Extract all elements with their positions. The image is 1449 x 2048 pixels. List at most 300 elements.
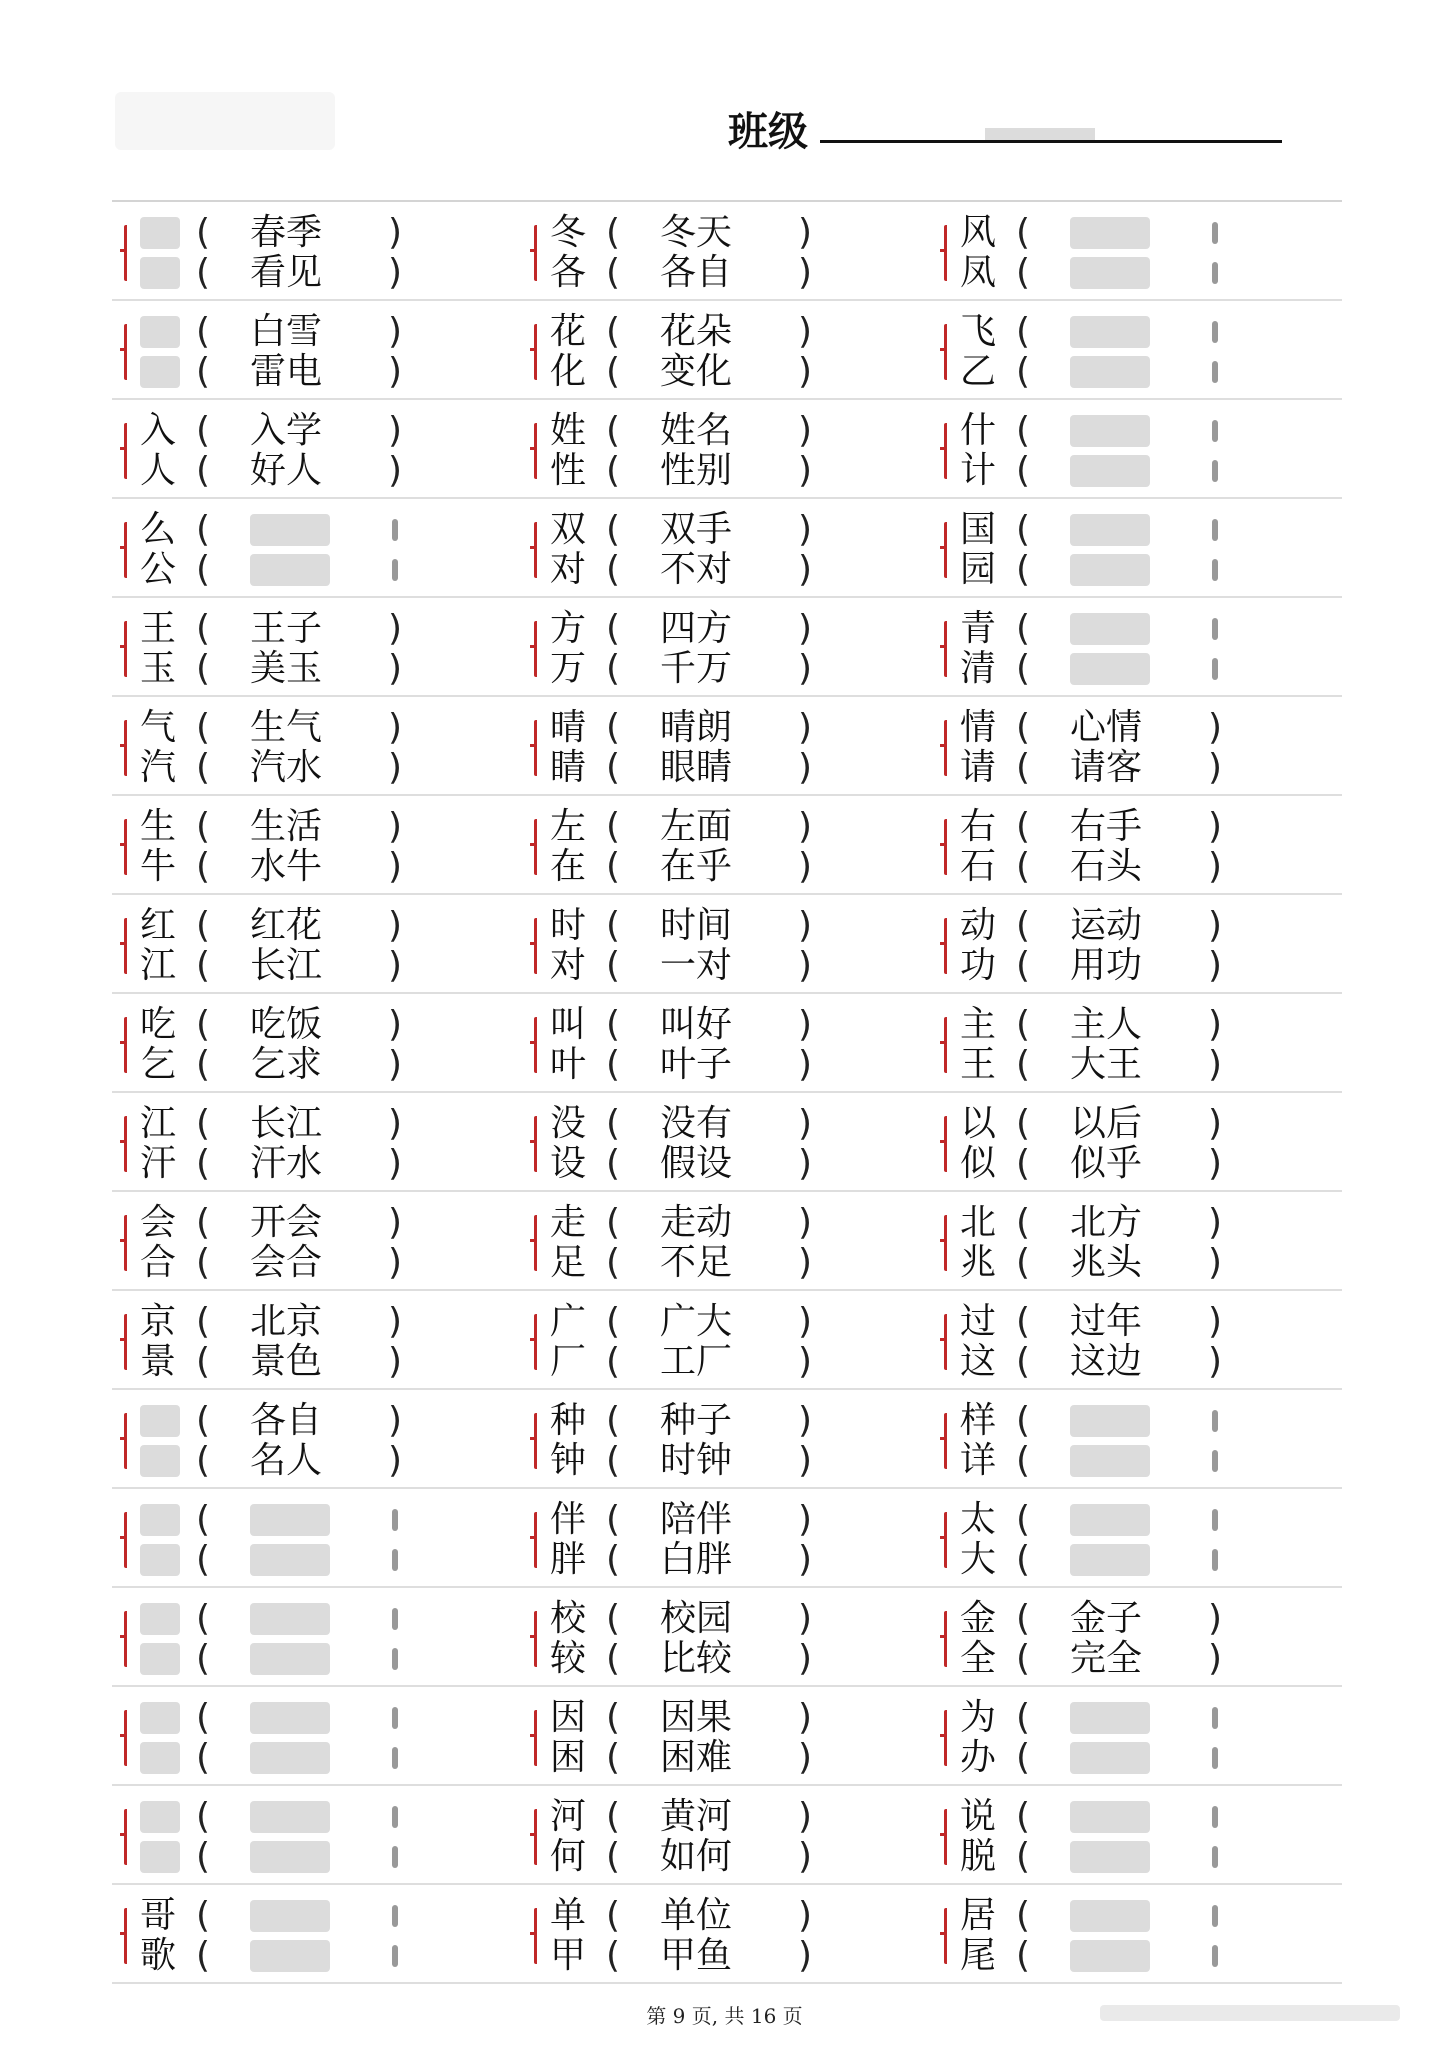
left-paren: ( bbox=[196, 648, 211, 689]
right-paren: ) bbox=[1208, 945, 1223, 986]
char-pair-group bbox=[932, 400, 1342, 497]
character: 汽 bbox=[140, 747, 177, 788]
pair-line-bottom bbox=[550, 252, 930, 294]
character: 居 bbox=[960, 1895, 997, 1936]
faded-paren bbox=[1212, 262, 1218, 284]
pair-line-bottom bbox=[960, 1935, 1340, 1977]
pair-line-top bbox=[960, 1004, 1340, 1046]
char-pair-group bbox=[522, 598, 932, 695]
left-paren: ( bbox=[196, 1539, 211, 1580]
left-paren: ( bbox=[606, 648, 621, 689]
left-paren: ( bbox=[196, 1202, 211, 1243]
faded-word bbox=[1070, 514, 1150, 546]
faded-paren bbox=[1212, 1945, 1218, 1967]
character: 花 bbox=[550, 311, 587, 352]
answer-word: 吃饭 bbox=[250, 1004, 323, 1045]
left-paren: ( bbox=[1016, 1638, 1031, 1679]
right-paren: ) bbox=[798, 1044, 813, 1085]
pair-line-bottom bbox=[550, 1143, 930, 1185]
character: 广 bbox=[550, 1301, 587, 1342]
faded-word bbox=[1070, 1742, 1150, 1774]
character: 脱 bbox=[960, 1836, 997, 1877]
character: 足 bbox=[550, 1242, 587, 1283]
faded-paren bbox=[1212, 1707, 1218, 1729]
left-paren: ( bbox=[606, 747, 621, 788]
exercise-row bbox=[112, 400, 1342, 499]
char-pair-group bbox=[932, 1489, 1342, 1586]
faded-word bbox=[1070, 316, 1150, 348]
right-paren: ) bbox=[1208, 1004, 1223, 1045]
faded-word bbox=[1070, 1504, 1150, 1536]
brace-mark bbox=[534, 1512, 541, 1568]
pair-line-bottom bbox=[140, 549, 520, 591]
pair-line-bottom bbox=[960, 1143, 1340, 1185]
answer-word: 双手 bbox=[660, 509, 733, 550]
left-paren: ( bbox=[606, 351, 621, 392]
answer-word: 校园 bbox=[660, 1598, 733, 1639]
character: 太 bbox=[960, 1499, 997, 1540]
pair-line-bottom bbox=[960, 1539, 1340, 1581]
left-paren: ( bbox=[606, 1440, 621, 1481]
pair-line-top bbox=[960, 1400, 1340, 1442]
char-pair-group bbox=[112, 499, 522, 596]
faded-word bbox=[1070, 217, 1150, 249]
left-paren: ( bbox=[606, 252, 621, 293]
char-pair-group bbox=[522, 796, 932, 893]
character: 因 bbox=[550, 1697, 587, 1738]
brace-mark bbox=[944, 819, 951, 875]
class-line-smudge bbox=[985, 128, 1095, 140]
answer-word: 黄河 bbox=[660, 1796, 733, 1837]
answer-word: 看见 bbox=[250, 252, 323, 293]
faded-word bbox=[1070, 1801, 1150, 1833]
brace-mark bbox=[534, 1809, 541, 1865]
exercise-row bbox=[112, 1390, 1342, 1489]
answer-word: 假设 bbox=[660, 1143, 733, 1184]
answer-word: 在乎 bbox=[660, 846, 733, 887]
exercise-row bbox=[112, 1588, 1342, 1687]
char-pair-group bbox=[112, 1390, 522, 1487]
answer-word: 不对 bbox=[660, 549, 733, 590]
right-paren: ) bbox=[798, 1638, 813, 1679]
left-paren: ( bbox=[1016, 351, 1031, 392]
faded-paren bbox=[1212, 222, 1218, 244]
answer-word: 千万 bbox=[660, 648, 733, 689]
left-paren: ( bbox=[1016, 410, 1031, 451]
character: 请 bbox=[960, 747, 997, 788]
pair-line-top bbox=[550, 509, 930, 551]
character: 计 bbox=[960, 450, 997, 491]
faded-paren bbox=[1212, 460, 1218, 482]
brace-mark bbox=[124, 225, 131, 281]
left-paren: ( bbox=[196, 1836, 211, 1877]
right-paren: ) bbox=[798, 1301, 813, 1342]
pair-line-top bbox=[140, 1796, 520, 1838]
left-paren: ( bbox=[606, 1143, 621, 1184]
pair-line-bottom bbox=[550, 1539, 930, 1581]
left-paren: ( bbox=[196, 846, 211, 887]
char-pair-group bbox=[932, 1093, 1342, 1190]
right-paren: ) bbox=[798, 1697, 813, 1738]
answer-word: 单位 bbox=[660, 1895, 733, 1936]
faded-paren bbox=[1212, 618, 1218, 640]
pair-line-bottom bbox=[140, 1539, 520, 1581]
answer-word: 入学 bbox=[250, 410, 323, 451]
answer-word: 王子 bbox=[250, 608, 323, 649]
answer-word: 完全 bbox=[1070, 1638, 1143, 1679]
left-paren: ( bbox=[196, 806, 211, 847]
exercise-row bbox=[112, 796, 1342, 895]
pair-line-bottom bbox=[140, 648, 520, 690]
pair-line-top bbox=[960, 707, 1340, 749]
left-paren: ( bbox=[606, 1697, 621, 1738]
brace-mark bbox=[944, 225, 951, 281]
char-pair-group bbox=[112, 697, 522, 794]
right-paren: ) bbox=[1208, 905, 1223, 946]
character: 主 bbox=[960, 1004, 997, 1045]
answer-word: 春季 bbox=[250, 212, 323, 253]
pair-line-bottom bbox=[140, 747, 520, 789]
brace-mark bbox=[944, 522, 951, 578]
pair-line-bottom bbox=[140, 1440, 520, 1482]
pair-line-top bbox=[960, 1697, 1340, 1739]
brace-mark bbox=[124, 324, 131, 380]
exercise-row bbox=[112, 202, 1342, 301]
faded-word bbox=[1070, 415, 1150, 447]
pair-line-top bbox=[550, 1499, 930, 1541]
brace-mark bbox=[944, 918, 951, 974]
pair-line-top bbox=[960, 1598, 1340, 1640]
left-paren: ( bbox=[1016, 212, 1031, 253]
left-paren: ( bbox=[606, 1202, 621, 1243]
char-pair-group bbox=[522, 1192, 932, 1289]
left-paren: ( bbox=[196, 252, 211, 293]
answer-word: 汗水 bbox=[250, 1143, 323, 1184]
character: 姓 bbox=[550, 410, 587, 451]
pair-line-bottom bbox=[960, 1737, 1340, 1779]
left-paren: ( bbox=[1016, 1598, 1031, 1639]
pair-line-bottom bbox=[550, 549, 930, 591]
char-pair-group bbox=[522, 1588, 932, 1685]
brace-mark bbox=[124, 918, 131, 974]
char-pair-group bbox=[932, 994, 1342, 1091]
brace-mark bbox=[534, 621, 541, 677]
exercise-row bbox=[112, 499, 1342, 598]
left-paren: ( bbox=[1016, 945, 1031, 986]
answer-word: 北京 bbox=[250, 1301, 323, 1342]
faded-word bbox=[250, 1544, 330, 1576]
brace-mark bbox=[944, 1908, 951, 1964]
faded-char bbox=[140, 1643, 180, 1675]
faded-paren bbox=[1212, 361, 1218, 383]
faded-char bbox=[140, 316, 180, 348]
pair-line-bottom bbox=[140, 1935, 520, 1977]
faded-paren bbox=[1212, 1509, 1218, 1531]
pair-line-top bbox=[550, 1103, 930, 1145]
faded-word bbox=[1070, 356, 1150, 388]
answer-word: 甲鱼 bbox=[660, 1935, 733, 1976]
faded-paren bbox=[1212, 420, 1218, 442]
pair-line-bottom bbox=[960, 648, 1340, 690]
faded-word bbox=[1070, 653, 1150, 685]
faded-paren bbox=[1212, 1846, 1218, 1868]
faded-paren bbox=[392, 1905, 398, 1927]
right-paren: ) bbox=[388, 707, 403, 748]
brace-mark bbox=[124, 423, 131, 479]
exercise-row bbox=[112, 1093, 1342, 1192]
answer-word: 似乎 bbox=[1070, 1143, 1143, 1184]
left-paren: ( bbox=[1016, 1895, 1031, 1936]
character: 样 bbox=[960, 1400, 997, 1441]
faded-paren bbox=[392, 1608, 398, 1630]
left-paren: ( bbox=[196, 311, 211, 352]
pair-line-top bbox=[140, 1103, 520, 1145]
character: 为 bbox=[960, 1697, 997, 1738]
right-paren: ) bbox=[798, 1796, 813, 1837]
exercise-row bbox=[112, 1687, 1342, 1786]
brace-mark bbox=[124, 1512, 131, 1568]
answer-word: 晴朗 bbox=[660, 707, 733, 748]
right-paren: ) bbox=[798, 410, 813, 451]
character: 哥 bbox=[140, 1895, 177, 1936]
answer-word: 左面 bbox=[660, 806, 733, 847]
pair-line-bottom bbox=[140, 1341, 520, 1383]
character: 较 bbox=[550, 1638, 587, 1679]
right-paren: ) bbox=[798, 351, 813, 392]
character: 详 bbox=[960, 1440, 997, 1481]
character: 设 bbox=[550, 1143, 587, 1184]
char-pair-group bbox=[932, 895, 1342, 992]
brace-mark bbox=[124, 1908, 131, 1964]
left-paren: ( bbox=[1016, 905, 1031, 946]
faded-char bbox=[140, 1445, 180, 1477]
pair-line-bottom bbox=[140, 351, 520, 393]
pair-line-bottom bbox=[960, 1440, 1340, 1482]
brace-mark bbox=[944, 1116, 951, 1172]
faded-char bbox=[140, 356, 180, 388]
character: 万 bbox=[550, 648, 587, 689]
faded-char bbox=[140, 1702, 180, 1734]
pair-line-top bbox=[960, 1796, 1340, 1838]
faded-paren bbox=[1212, 658, 1218, 680]
left-paren: ( bbox=[196, 450, 211, 491]
right-paren: ) bbox=[388, 945, 403, 986]
pair-line-top bbox=[960, 1301, 1340, 1343]
brace-mark bbox=[534, 1017, 541, 1073]
faded-char bbox=[140, 1544, 180, 1576]
left-paren: ( bbox=[1016, 1737, 1031, 1778]
brace-mark bbox=[124, 1116, 131, 1172]
character: 似 bbox=[960, 1143, 997, 1184]
faded-char bbox=[140, 217, 180, 249]
character: 园 bbox=[960, 549, 997, 590]
left-paren: ( bbox=[1016, 846, 1031, 887]
pair-line-bottom bbox=[960, 1638, 1340, 1680]
faded-char bbox=[140, 1405, 180, 1437]
brace-mark bbox=[944, 423, 951, 479]
faded-word bbox=[250, 1603, 330, 1635]
character: 乞 bbox=[140, 1044, 177, 1085]
character: 左 bbox=[550, 806, 587, 847]
left-paren: ( bbox=[1016, 1836, 1031, 1877]
character: 吃 bbox=[140, 1004, 177, 1045]
char-pair-group bbox=[522, 400, 932, 497]
faded-word bbox=[250, 514, 330, 546]
left-paren: ( bbox=[606, 1341, 621, 1382]
faded-char bbox=[140, 1504, 180, 1536]
brace-mark bbox=[534, 324, 541, 380]
right-paren: ) bbox=[798, 1143, 813, 1184]
right-paren: ) bbox=[388, 410, 403, 451]
left-paren: ( bbox=[1016, 1499, 1031, 1540]
pair-line-bottom bbox=[140, 846, 520, 888]
char-pair-group bbox=[522, 697, 932, 794]
right-paren: ) bbox=[798, 905, 813, 946]
pair-line-top bbox=[960, 608, 1340, 650]
character: 全 bbox=[960, 1638, 997, 1679]
brace-mark bbox=[124, 1809, 131, 1865]
answer-word: 金子 bbox=[1070, 1598, 1143, 1639]
pair-line-bottom bbox=[550, 1638, 930, 1680]
char-pair-group bbox=[932, 1786, 1342, 1883]
faded-paren bbox=[392, 1509, 398, 1531]
left-paren: ( bbox=[606, 1242, 621, 1283]
left-paren: ( bbox=[1016, 1004, 1031, 1045]
page-number: 第 9 页, 共 16 页 bbox=[646, 2004, 803, 2028]
char-pair-group bbox=[112, 1687, 522, 1784]
character: 大 bbox=[960, 1539, 997, 1580]
right-paren: ) bbox=[798, 1004, 813, 1045]
right-paren: ) bbox=[388, 252, 403, 293]
pair-line-top bbox=[140, 905, 520, 947]
answer-word: 各自 bbox=[250, 1400, 323, 1441]
left-paren: ( bbox=[1016, 1697, 1031, 1738]
pair-line-top bbox=[140, 806, 520, 848]
answer-word: 右手 bbox=[1070, 806, 1143, 847]
left-paren: ( bbox=[196, 1044, 211, 1085]
answer-word: 请客 bbox=[1070, 747, 1143, 788]
character: 公 bbox=[140, 549, 177, 590]
faded-word bbox=[250, 1900, 330, 1932]
left-paren: ( bbox=[606, 1539, 621, 1580]
pair-line-bottom bbox=[960, 252, 1340, 294]
left-paren: ( bbox=[196, 1242, 211, 1283]
pair-line-top bbox=[140, 1400, 520, 1442]
char-pair-group bbox=[932, 1588, 1342, 1685]
character: 种 bbox=[550, 1400, 587, 1441]
character: 么 bbox=[140, 509, 177, 550]
pair-line-top bbox=[550, 1895, 930, 1937]
left-paren: ( bbox=[1016, 747, 1031, 788]
pair-line-bottom bbox=[140, 252, 520, 294]
faded-paren bbox=[1212, 1905, 1218, 1927]
left-paren: ( bbox=[196, 1737, 211, 1778]
faded-word bbox=[1070, 455, 1150, 487]
answer-word: 如何 bbox=[660, 1836, 733, 1877]
right-paren: ) bbox=[798, 212, 813, 253]
left-paren: ( bbox=[1016, 549, 1031, 590]
character: 凤 bbox=[960, 252, 997, 293]
right-paren: ) bbox=[1208, 846, 1223, 887]
exercise-row bbox=[112, 1489, 1342, 1588]
answer-word: 汽水 bbox=[250, 747, 323, 788]
answer-word: 开会 bbox=[250, 1202, 323, 1243]
answer-word: 生气 bbox=[250, 707, 323, 748]
right-paren: ) bbox=[388, 1143, 403, 1184]
pair-line-top bbox=[960, 410, 1340, 452]
faded-paren bbox=[392, 1806, 398, 1828]
exercise-row bbox=[112, 994, 1342, 1093]
answer-word: 长江 bbox=[250, 1103, 323, 1144]
pair-line-top bbox=[550, 1400, 930, 1442]
char-pair-group bbox=[112, 1489, 522, 1586]
pair-line-top bbox=[550, 905, 930, 947]
brace-mark bbox=[534, 1908, 541, 1964]
char-pair-group bbox=[932, 499, 1342, 596]
right-paren: ) bbox=[388, 1301, 403, 1342]
left-paren: ( bbox=[1016, 608, 1031, 649]
character: 各 bbox=[550, 252, 587, 293]
brace-mark bbox=[124, 720, 131, 776]
left-paren: ( bbox=[606, 945, 621, 986]
right-paren: ) bbox=[798, 1539, 813, 1580]
character: 对 bbox=[550, 945, 587, 986]
left-paren: ( bbox=[1016, 1202, 1031, 1243]
char-pair-group bbox=[522, 1390, 932, 1487]
pair-line-bottom bbox=[960, 747, 1340, 789]
left-paren: ( bbox=[606, 1499, 621, 1540]
answer-word: 叫好 bbox=[660, 1004, 733, 1045]
right-paren: ) bbox=[388, 1044, 403, 1085]
character: 景 bbox=[140, 1341, 177, 1382]
left-paren: ( bbox=[196, 1440, 211, 1481]
left-paren: ( bbox=[606, 1004, 621, 1045]
faded-word bbox=[1070, 1405, 1150, 1437]
char-pair-group bbox=[522, 301, 932, 398]
answer-word: 雷电 bbox=[250, 351, 323, 392]
right-paren: ) bbox=[388, 212, 403, 253]
exercise-grid bbox=[112, 200, 1342, 1984]
char-pair-group bbox=[112, 400, 522, 497]
pair-line-bottom bbox=[960, 945, 1340, 987]
character: 晴 bbox=[550, 707, 587, 748]
pair-line-top bbox=[550, 806, 930, 848]
left-paren: ( bbox=[606, 1301, 621, 1342]
left-paren: ( bbox=[1016, 1301, 1031, 1342]
brace-mark bbox=[124, 1314, 131, 1370]
brace-mark bbox=[124, 1413, 131, 1469]
answer-word: 石头 bbox=[1070, 846, 1143, 887]
pair-line-top bbox=[550, 707, 930, 749]
char-pair-group bbox=[522, 1687, 932, 1784]
brace-mark bbox=[124, 819, 131, 875]
left-paren: ( bbox=[606, 509, 621, 550]
pair-line-bottom bbox=[960, 846, 1340, 888]
right-paren: ) bbox=[388, 450, 403, 491]
character: 没 bbox=[550, 1103, 587, 1144]
char-pair-group bbox=[112, 1093, 522, 1190]
right-paren: ) bbox=[798, 747, 813, 788]
left-paren: ( bbox=[1016, 707, 1031, 748]
pair-line-bottom bbox=[550, 450, 930, 492]
brace-mark bbox=[534, 1611, 541, 1667]
pair-line-bottom bbox=[140, 450, 520, 492]
character: 牛 bbox=[140, 846, 177, 887]
header-blurred-name-field bbox=[115, 92, 335, 150]
character: 王 bbox=[140, 608, 177, 649]
character: 何 bbox=[550, 1836, 587, 1877]
brace-mark bbox=[944, 1710, 951, 1766]
